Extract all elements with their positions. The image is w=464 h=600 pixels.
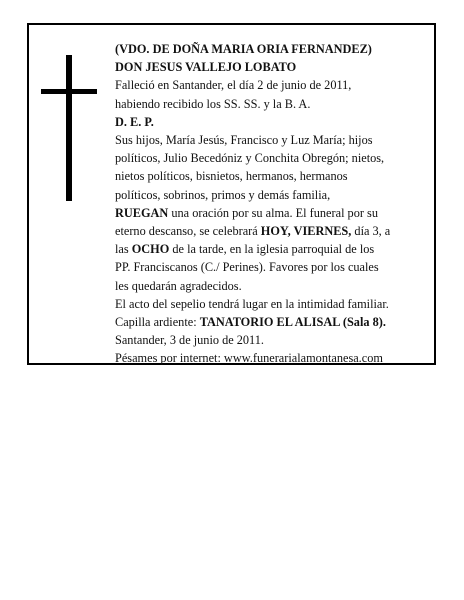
funeral-day: HOY, VIERNES, [260,224,352,239]
capilla-line [115,313,433,331]
family-line-2: políticos, Julio Becedóniz y Conchita Obregón; nietos, [115,151,385,166]
ruegan-word: RUEGAN [115,205,169,220]
obituary-text [115,40,433,368]
ruegan-rest: una oración por su alma. El funeral por su [168,205,378,220]
funeral-line-4: les quedarán agradecidos. [115,278,242,293]
widow-line: (VDO. DE DOÑA MARIA ORIA FERNANDEZ) [115,42,372,56]
condolences-line: Pésames por internet: www.funerarialamontanesa.com [115,351,383,366]
funeral-line-1 [115,222,433,240]
sepelio-line: El acto del sepelio tendrá lugar en la intimidad familiar. [115,296,389,311]
date-line: Santander, 3 de junio de 2011. [115,333,264,348]
funeral-hour: OCHO [131,242,170,257]
funeral-text-d: de la tarde, en la iglesia parroquial de los [169,242,375,257]
dep-line: D. E. P. [115,114,154,129]
ruegan-line [115,204,433,222]
death-line-1: Falleció en Santander, el día 2 de junio de 2011, [115,78,352,93]
obituary-frame [27,23,436,365]
death-line-2: habiendo recibido los SS. SS. y la B. A. [115,96,311,111]
capilla-label: Capilla ardiente: [115,315,200,330]
funeral-text-a: eterno descanso, se celebrará [115,224,261,239]
funeral-line-2 [115,240,433,258]
family-line-4: políticos, sobrinos, primos y demás familia, [115,187,331,202]
family-line-3: nietos políticos, bisnietos, hermanos, hermanos [115,169,348,184]
funeral-text-c: las [115,242,132,257]
funeral-line-3: PP. Franciscanos (C./ Perines). Favores por los cuales [115,260,379,275]
capilla-place: TANATORIO EL ALISAL (Sala 8). [199,315,386,330]
funeral-text-b: día 3, a [351,224,391,239]
cross-icon [41,55,97,201]
family-line-1: Sus hijos, María Jesús, Francisco y Luz María; hijos [115,133,373,148]
deceased-name: DON JESUS VALLEJO LOBATO [115,60,297,75]
